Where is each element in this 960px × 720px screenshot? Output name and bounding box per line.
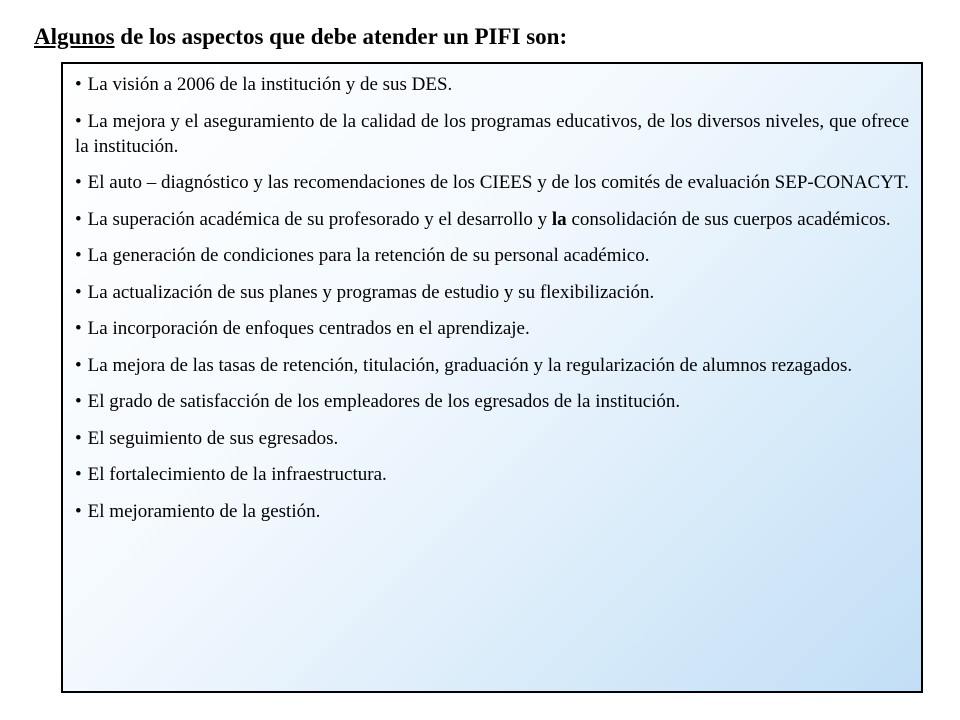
bullet-icon: •: [75, 281, 82, 303]
list-item-text: La actualización de sus planes y programas de estudio y su flexibilización.: [87, 281, 655, 303]
list-item-text: La mejora de las tasas de retención, titulación, graduación y la regularización de alumnos rezagados.: [87, 354, 853, 376]
bullet-icon: •: [75, 500, 82, 522]
list-item-text: La mejora y el aseguramiento de la calidad de los programas educativos, de los diversos niveles, que ofrece la institución.: [75, 110, 909, 157]
list-item: [75, 109, 909, 159]
bullet-icon: •: [75, 427, 82, 449]
list-item: [75, 316, 909, 341]
list-item: [75, 389, 909, 414]
list-item-text: El grado de satisfacción de los empleadores de los egresados de la institución.: [87, 391, 681, 412]
page-title: [34, 24, 567, 50]
bullet-icon: •: [75, 110, 82, 132]
bullet-icon: •: [75, 208, 82, 230]
list-item-text: El auto – diagnóstico y las recomendaciones de los CIEES y de los comités de evaluación SEP-CONACYT.: [87, 172, 909, 193]
list-item: [75, 207, 909, 232]
list-item-bold-word: la: [551, 208, 567, 230]
bullet-icon: •: [75, 318, 82, 339]
list-item-text: La incorporación de enfoques centrados en el aprendizaje.: [87, 318, 530, 339]
bullet-icon: •: [75, 464, 82, 485]
aspects-list: [75, 72, 909, 524]
list-item: [75, 243, 909, 268]
list-item-text: El fortalecimiento de la infraestructura.: [87, 464, 387, 485]
list-item-text: consolidación de sus cuerpos académicos.: [566, 208, 891, 230]
list-item-text: La visión a 2006 de la institución y de sus DES.: [87, 74, 453, 95]
title-rest: de los aspectos que debe atender un PIFI son:: [114, 24, 568, 49]
list-item: [75, 462, 909, 487]
list-item-text: La generación de condiciones para la retención de su personal académico.: [87, 245, 650, 266]
list-item: [75, 499, 909, 524]
bullet-icon: •: [75, 245, 82, 266]
list-item: [75, 72, 909, 97]
bullet-icon: •: [75, 354, 82, 376]
list-item: [75, 280, 909, 305]
bullet-icon: •: [75, 391, 82, 412]
list-item: [75, 353, 909, 378]
bullet-icon: •: [75, 172, 82, 193]
list-item-text: La superación académica de su profesorado y el desarrollo y: [87, 208, 552, 230]
list-item: [75, 170, 909, 195]
list-item-text: El seguimiento de sus egresados.: [87, 427, 339, 449]
list-item: [75, 426, 909, 451]
bullet-icon: •: [75, 74, 82, 95]
title-underlined-word: Algunos: [34, 24, 115, 49]
aspects-box: [61, 62, 923, 693]
list-item-text: El mejoramiento de la gestión.: [87, 500, 321, 522]
